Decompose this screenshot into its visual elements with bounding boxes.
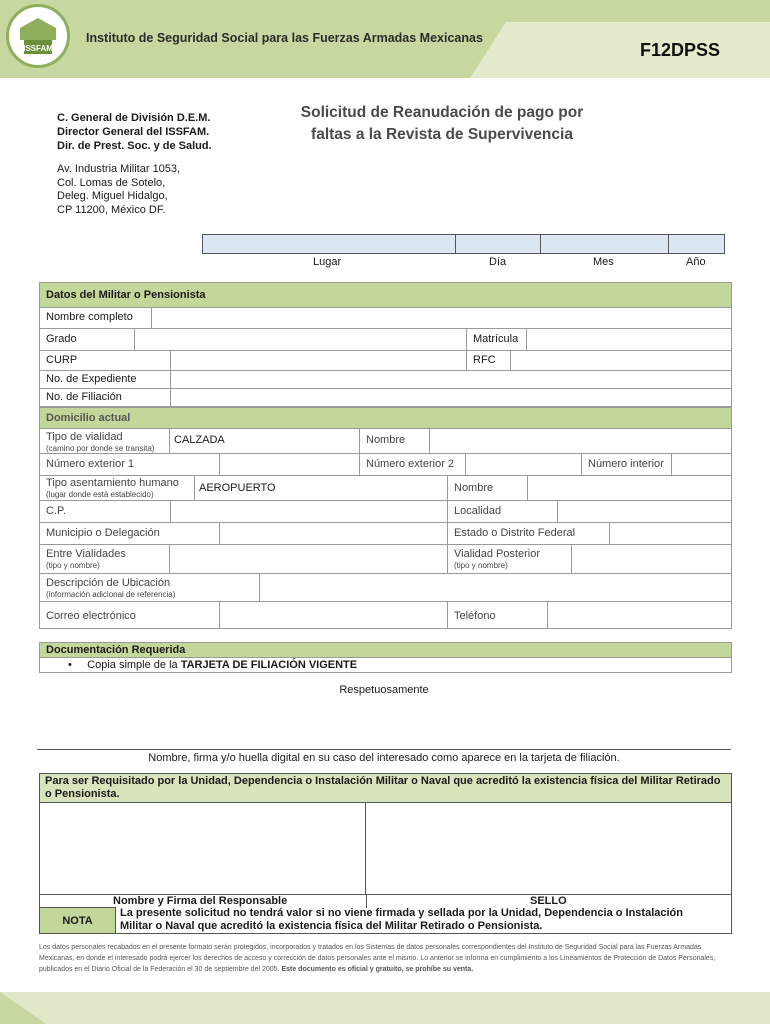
email-field[interactable] [219, 602, 447, 628]
phone-field[interactable] [547, 602, 731, 628]
addressee-block [57, 111, 212, 153]
registration-field[interactable] [526, 329, 731, 350]
documentation-box [39, 642, 732, 673]
road-type-label-text: Tipo de vialidad [46, 431, 123, 443]
road-name-label: Nombre [366, 434, 406, 446]
settlement-type-label-text: Tipo asentamiento humano [46, 477, 179, 489]
privacy-notice-text: Los datos personales recabados en el presente formato serán protegidos, incorporados y tratados en los Sistemas de datos personales correspondientes del Instituto de Seguridad Social para las Fuerzas Armadas Mexicanas, en donde el interesado podrá ejercer los derechos de acceso y corrección de datos personales ante el mismo. Lo anterior se informa en cumplimiento a los Lineamientos de Protección de Datos Personales, publicados en el Diario Oficial de la Federación el 30 de septiembre del 2005. [39, 944, 716, 973]
registration-label: Matrícula [473, 333, 519, 345]
ext-number-row [39, 454, 732, 476]
documentation-item-bold: TARJETA DE FILIACIÓN VIGENTE [180, 659, 358, 671]
form-title [262, 102, 622, 146]
rank-field[interactable] [134, 329, 466, 350]
address-block [57, 163, 180, 217]
road-type-label [40, 431, 155, 453]
address-line: Deleg. Miguel Hidalgo, [57, 190, 168, 202]
note-label: NOTA [40, 907, 116, 933]
responsible-caption: Nombre y Firma del Responsable [113, 895, 288, 907]
between-roads-hint: (tipo y nombre) [46, 561, 100, 570]
address-section-title: Domicilio actual [39, 407, 732, 429]
requisition-box [39, 773, 732, 934]
ext-number-2-field[interactable] [465, 454, 581, 475]
year-label: Año [686, 256, 706, 268]
municipality-label: Municipio o Delegación [46, 527, 160, 539]
road-name-field[interactable] [429, 429, 731, 453]
seal-caption: SELLO [530, 895, 567, 907]
place-date-fields [202, 234, 725, 254]
file-number-label: No. de Expediente [46, 373, 137, 385]
curp-field[interactable] [170, 351, 466, 370]
rear-road-field[interactable] [571, 545, 731, 573]
rank-row [39, 329, 732, 351]
file-number-row [39, 371, 732, 389]
addressee-line: Director General del ISSFAM. [57, 126, 210, 138]
month-field[interactable] [541, 235, 669, 253]
int-number-label-cell [581, 454, 671, 475]
settlement-type-hint: (lugar donde está establecido) [46, 490, 154, 499]
registration-label-cell [466, 329, 526, 350]
year-field[interactable] [669, 235, 724, 253]
rfc-field[interactable] [510, 351, 731, 370]
state-field[interactable] [609, 523, 731, 544]
road-name-label-cell [359, 429, 429, 453]
phone-label-cell [447, 602, 547, 628]
documentation-title: Documentación Requerida [40, 643, 731, 658]
state-label-cell [447, 523, 609, 544]
locality-label: Localidad [454, 505, 502, 517]
form-code: F12DPSS [640, 40, 721, 60]
footer-band-accent [0, 992, 770, 1024]
settlement-type-field[interactable] [194, 476, 447, 500]
full-name-label: Nombre completo [46, 311, 133, 323]
note-line: La presente solicitud no tendrá valor si no viene firmada y sellada por la Unidad, Dependencia o Instalación [120, 907, 683, 919]
day-field[interactable] [456, 235, 541, 253]
road-type-row [39, 429, 732, 454]
between-roads-label [40, 548, 126, 570]
responsible-signature-area[interactable] [40, 803, 366, 894]
closing-text: Respetuosamente [339, 684, 429, 696]
rear-road-label-text: Vialidad Posterior [454, 548, 541, 560]
settlement-name-field[interactable] [527, 476, 731, 500]
issfam-logo [6, 4, 70, 68]
affiliation-row [39, 389, 732, 407]
settlement-name-label-cell [447, 476, 527, 500]
month-label: Mes [593, 256, 614, 268]
road-type-field[interactable] [169, 429, 359, 453]
curp-label: CURP [46, 354, 78, 366]
note-row [40, 907, 731, 933]
between-roads-field[interactable] [169, 545, 447, 573]
signature-captions [40, 894, 731, 907]
form-title-line: faltas a la Revista de Supervivencia [311, 126, 573, 143]
settlement-row [39, 476, 732, 501]
bullet-icon: • [68, 659, 88, 671]
zip-row [39, 501, 732, 523]
addressee-line: Dir. de Prest. Soc. y de Salud. [57, 140, 212, 152]
rear-road-label-cell [447, 545, 571, 573]
zip-label: C.P. [46, 505, 66, 517]
rear-road-hint: (tipo y nombre) [454, 561, 508, 570]
phone-label: Teléfono [454, 610, 496, 622]
institute-name: Instituto de Seguridad Social para las Fuerzas Armadas Mexicanas [86, 31, 483, 45]
location-desc-label-text: Descripción de Ubicación [46, 577, 171, 589]
documentation-item-text: Copia simple de la [87, 659, 181, 671]
requisition-title: Para ser Requisitado por la Unidad, Dependencia o Instalación Militar o Naval que acreditó la existencia física del Militar Retirado o Pensionista. [40, 774, 731, 803]
note-line: Militar o Naval que acreditó la existencia física del Militar Retirado o Pensionista. [120, 920, 543, 932]
curp-row [39, 351, 732, 371]
ext-number-2-label-cell [359, 454, 465, 475]
form-title-line: Solicitud de Reanudación de pago por [300, 104, 584, 121]
locality-label-cell [447, 501, 557, 522]
location-desc-label [40, 577, 175, 599]
full-name-field[interactable] [151, 308, 731, 328]
municipality-field[interactable] [219, 523, 447, 544]
military-section-title: Datos del Militar o Pensionista [39, 282, 732, 308]
zip-field[interactable] [170, 501, 447, 522]
int-number-field[interactable] [671, 454, 731, 475]
svg-text:ISSFAM: ISSFAM [23, 44, 53, 53]
affiliation-field[interactable] [170, 389, 731, 406]
signature-line[interactable] [37, 749, 731, 750]
contact-row [39, 602, 732, 629]
ext-number-2-label: Número exterior 2 [366, 458, 455, 470]
place-label: Lugar [313, 256, 342, 268]
day-label: Día [489, 256, 507, 268]
settlement-type-label [40, 477, 179, 499]
rear-road-label [448, 548, 540, 570]
road-type-hint: (camino por donde se transita) [46, 444, 155, 453]
between-roads-label-text: Entre Vialidades [46, 548, 126, 560]
ext-number-1-label: Número exterior 1 [46, 458, 135, 470]
file-number-field[interactable] [170, 371, 731, 388]
seal-area[interactable] [366, 803, 731, 894]
email-label: Correo electrónico [46, 610, 136, 622]
settlement-name-label: Nombre [454, 482, 494, 494]
int-number-label: Número interior [588, 458, 664, 470]
signature-caption: Nombre, firma y/o huella digital en su caso del interesado como aparece en la tarjeta de filiación. [148, 752, 620, 764]
privacy-notice-bold: Este documento es oficial y gratuito, se prohíbe su venta. [281, 966, 474, 973]
state-label: Estado o Distrito Federal [454, 527, 576, 539]
affiliation-label: No. de Filiación [46, 391, 122, 403]
address-line: Col. Lomas de Sotelo, [57, 176, 166, 189]
address-line: Av. Industria Militar 1053, [57, 163, 181, 175]
header-band-accent [470, 22, 770, 78]
issfam-emblem-icon [12, 10, 64, 62]
ext-number-1-field[interactable] [219, 454, 359, 475]
note-text [120, 907, 683, 933]
locality-field[interactable] [557, 501, 731, 522]
address-line: CP 11200, México DF. [57, 203, 166, 216]
location-desc-field[interactable] [259, 574, 731, 601]
rfc-label-cell [466, 351, 510, 370]
location-desc-row [39, 574, 732, 602]
place-field[interactable] [203, 235, 456, 253]
full-name-row [39, 308, 732, 329]
road-type-value: CALZADA [174, 434, 225, 446]
settlement-type-value: AEROPUERTO [199, 482, 276, 494]
privacy-notice [39, 942, 732, 975]
rank-label: Grado [46, 333, 77, 345]
documentation-item [40, 658, 731, 672]
rfc-label: RFC [473, 354, 496, 366]
municipality-row [39, 523, 732, 545]
addressee-line: C. General de División D.E.M. [57, 112, 211, 124]
between-roads-row [39, 545, 732, 574]
location-desc-hint: (información adicional de referencia) [46, 590, 176, 599]
